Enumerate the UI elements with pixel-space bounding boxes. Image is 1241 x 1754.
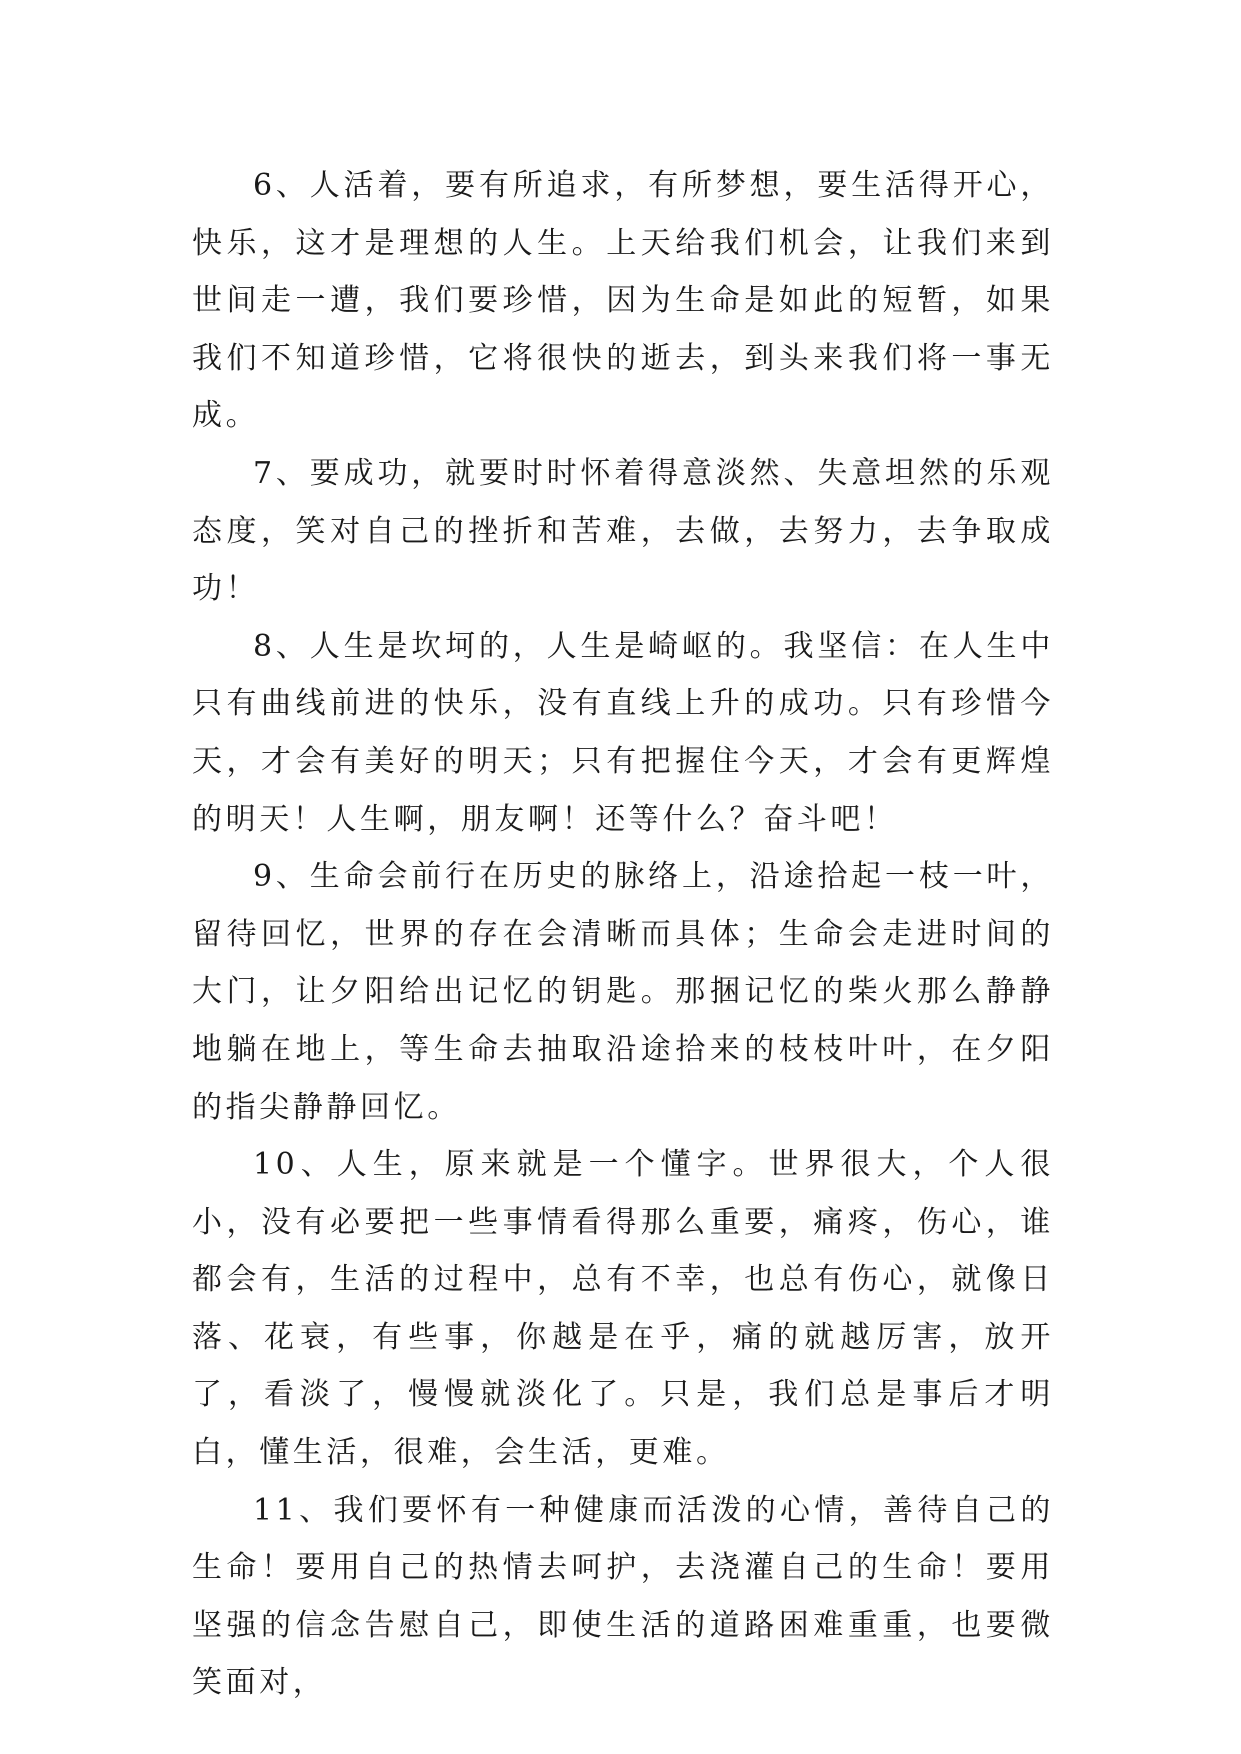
paragraph-10: 10、人生，原来就是一个懂字。世界很大，个人很小，没有必要把一些事情看得那么重要，痛疼，伤心，谁都会有，生活的过程中，总有不幸，也总有伤心，就像日落、花衰，有些事，你越是在乎，痛的就越厉害，放开了，看淡了，慢慢就淡化了。只是，我们总是事后才明白，懂生活，很难，会生活，更难。 <box>192 1147 1054 1471</box>
paragraph-11: 11、我们要怀有一种健康而活泼的心情，善待自己的生命！要用自己的热情去呵护，去浇灌自己的生命！要用坚强的信念告慰自己，即使生活的道路困难重重，也要微笑面对， <box>192 1492 1054 1701</box>
paragraph-6: 6、人活着，要有所追求，有所梦想，要生活得开心，快乐，这才是理想的人生。上天给我们机会，让我们来到世间走一遭，我们要珍惜，因为生命是如此的短暂，如果我们不知道珍惜，它将很快的逝去，到头来我们将一事无成。 <box>192 168 1054 434</box>
paragraph-8: 8、人生是坎坷的，人生是崎岖的。我坚信：在人生中只有曲线前进的快乐，没有直线上升的成功。只有珍惜今天，才会有美好的明天；只有把握住今天，才会有更辉煌的明天！人生啊，朋友啊！还等什么？奋斗吧！ <box>192 628 1054 837</box>
paragraph-9: 9、生命会前行在历史的脉络上，沿途拾起一枝一叶，留待回忆，世界的存在会清晰而具体；生命会走进时间的大门，让夕阳给出记忆的钥匙。那捆记忆的柴火那么静静地躺在地上，等生命去抽取沿途拾来的枝枝叶叶，在夕阳的指尖静静回忆。 <box>192 859 1054 1125</box>
document-body <box>192 157 1054 1712</box>
paragraph-7: 7、要成功，就要时时怀着得意淡然、失意坦然的乐观态度，笑对自己的挫折和苦难，去做，去努力，去争取成功！ <box>192 455 1054 607</box>
